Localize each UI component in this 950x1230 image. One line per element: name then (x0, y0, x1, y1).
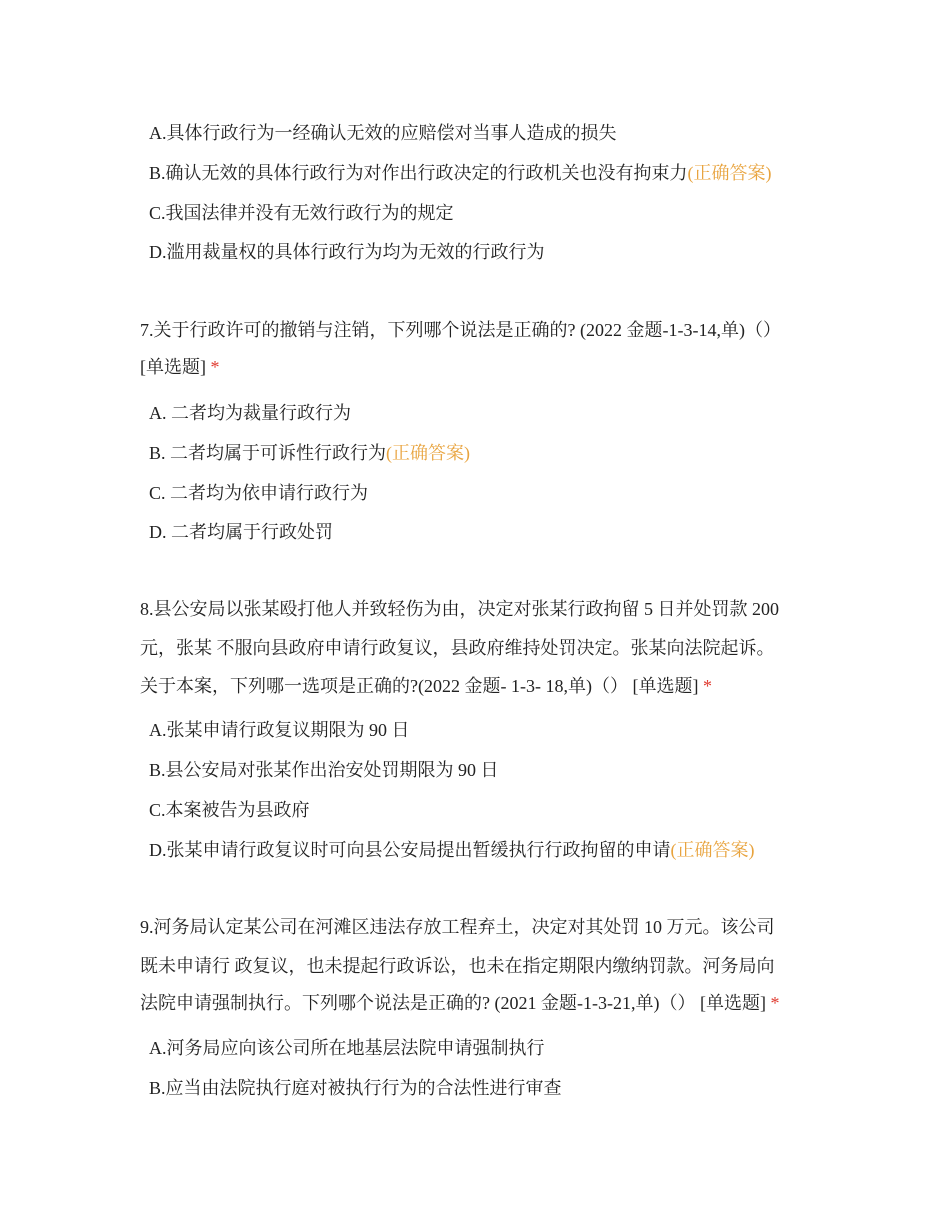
q8-stem-line-1 (140, 597, 779, 621)
option-text: C.本案被告为县政府 (149, 800, 310, 820)
q7-stem-line-1 (140, 318, 781, 342)
stem-text: 关于本案，下列哪一选项是正确的?(2022 金题- 1-3- 18,单)（） [单选题] (140, 676, 699, 696)
option-text: A.河务局应向该公司所在地基层法院申请强制执行 (149, 1038, 545, 1058)
q6-option-d (149, 240, 545, 264)
q8-option-a (149, 718, 410, 742)
option-text: C.我国法律并没有无效行政行为的规定 (149, 203, 454, 223)
q9-stem-line-1 (140, 915, 775, 939)
q7-option-b (149, 441, 470, 465)
stem-text: 8.县公安局以张某殴打他人并致轻伤为由，决定对张某行政拘留 5 日并处罚款 200 (140, 599, 779, 619)
stem-text: 7.关于行政许可的撤销与注销，下列哪个说法是正确的? (2022 金题-1-3-14,单)（） (140, 320, 781, 340)
stem-text: 元，张某 不服向县政府申请行政复议，县政府维持处罚决定。张某向法院起诉。 (140, 638, 775, 658)
q9-stem-line-3 (140, 991, 779, 1015)
required-asterisk: * (210, 357, 220, 377)
stem-text: 既未申请行 政复议，也未提起行政诉讼，也未在指定期限内缴纳罚款。河务局向 (140, 956, 775, 976)
stem-text: [单选题] (140, 357, 206, 377)
correct-answer-tag: (正确答案) (670, 840, 755, 860)
required-asterisk: * (702, 676, 712, 696)
q8-stem-line-3 (140, 674, 712, 698)
stem-text: 9.河务局认定某公司在河滩区违法存放工程弃土，决定对其处罚 10 万元。该公司 (140, 917, 775, 937)
required-asterisk: * (770, 993, 780, 1013)
q6-option-c (149, 201, 454, 225)
stem-text: 法院申请强制执行。下列哪个说法是正确的? (2021 金题-1-3-21,单)（） [单选题] (140, 993, 766, 1013)
correct-answer-tag: (正确答案) (386, 443, 471, 463)
q7-option-a (149, 401, 351, 425)
q9-stem-line-2 (140, 954, 775, 978)
q7-option-c (149, 481, 368, 505)
option-text: D.张某申请行政复议时可向县公安局提出暂缓执行行政拘留的申请 (149, 840, 671, 860)
option-text: B. 二者均属于可诉性行政行为 (149, 443, 387, 463)
option-text: C. 二者均为依申请行政行为 (149, 483, 369, 503)
q9-option-b (149, 1076, 562, 1100)
option-text: A. 二者均为裁量行政行为 (149, 403, 351, 423)
option-text: B.应当由法院执行庭对被执行行为的合法性进行审查 (149, 1078, 562, 1098)
q6-option-a (149, 121, 617, 145)
option-text: A.具体行政行为一经确认无效的应赔偿对当事人造成的损失 (149, 123, 617, 143)
option-text: D.滥用裁量权的具体行政行为均为无效的行政行为 (149, 242, 545, 262)
option-text: D. 二者均属于行政处罚 (149, 522, 333, 542)
option-text: B.县公安局对张某作出治安处罚期限为 90 日 (149, 760, 499, 780)
q6-option-b (149, 161, 772, 185)
option-text: B.确认无效的具体行政行为对作出行政决定的行政机关也没有拘束力 (149, 163, 688, 183)
q9-option-a (149, 1036, 545, 1060)
q8-option-d (149, 838, 755, 862)
q7-option-d (149, 520, 333, 544)
correct-answer-tag: (正确答案) (687, 163, 772, 183)
option-text: A.张某申请行政复议期限为 90 日 (149, 720, 410, 740)
q8-option-c (149, 798, 310, 822)
q7-stem-line-2 (140, 355, 220, 379)
q8-stem-line-2 (140, 636, 775, 660)
q8-option-b (149, 758, 499, 782)
